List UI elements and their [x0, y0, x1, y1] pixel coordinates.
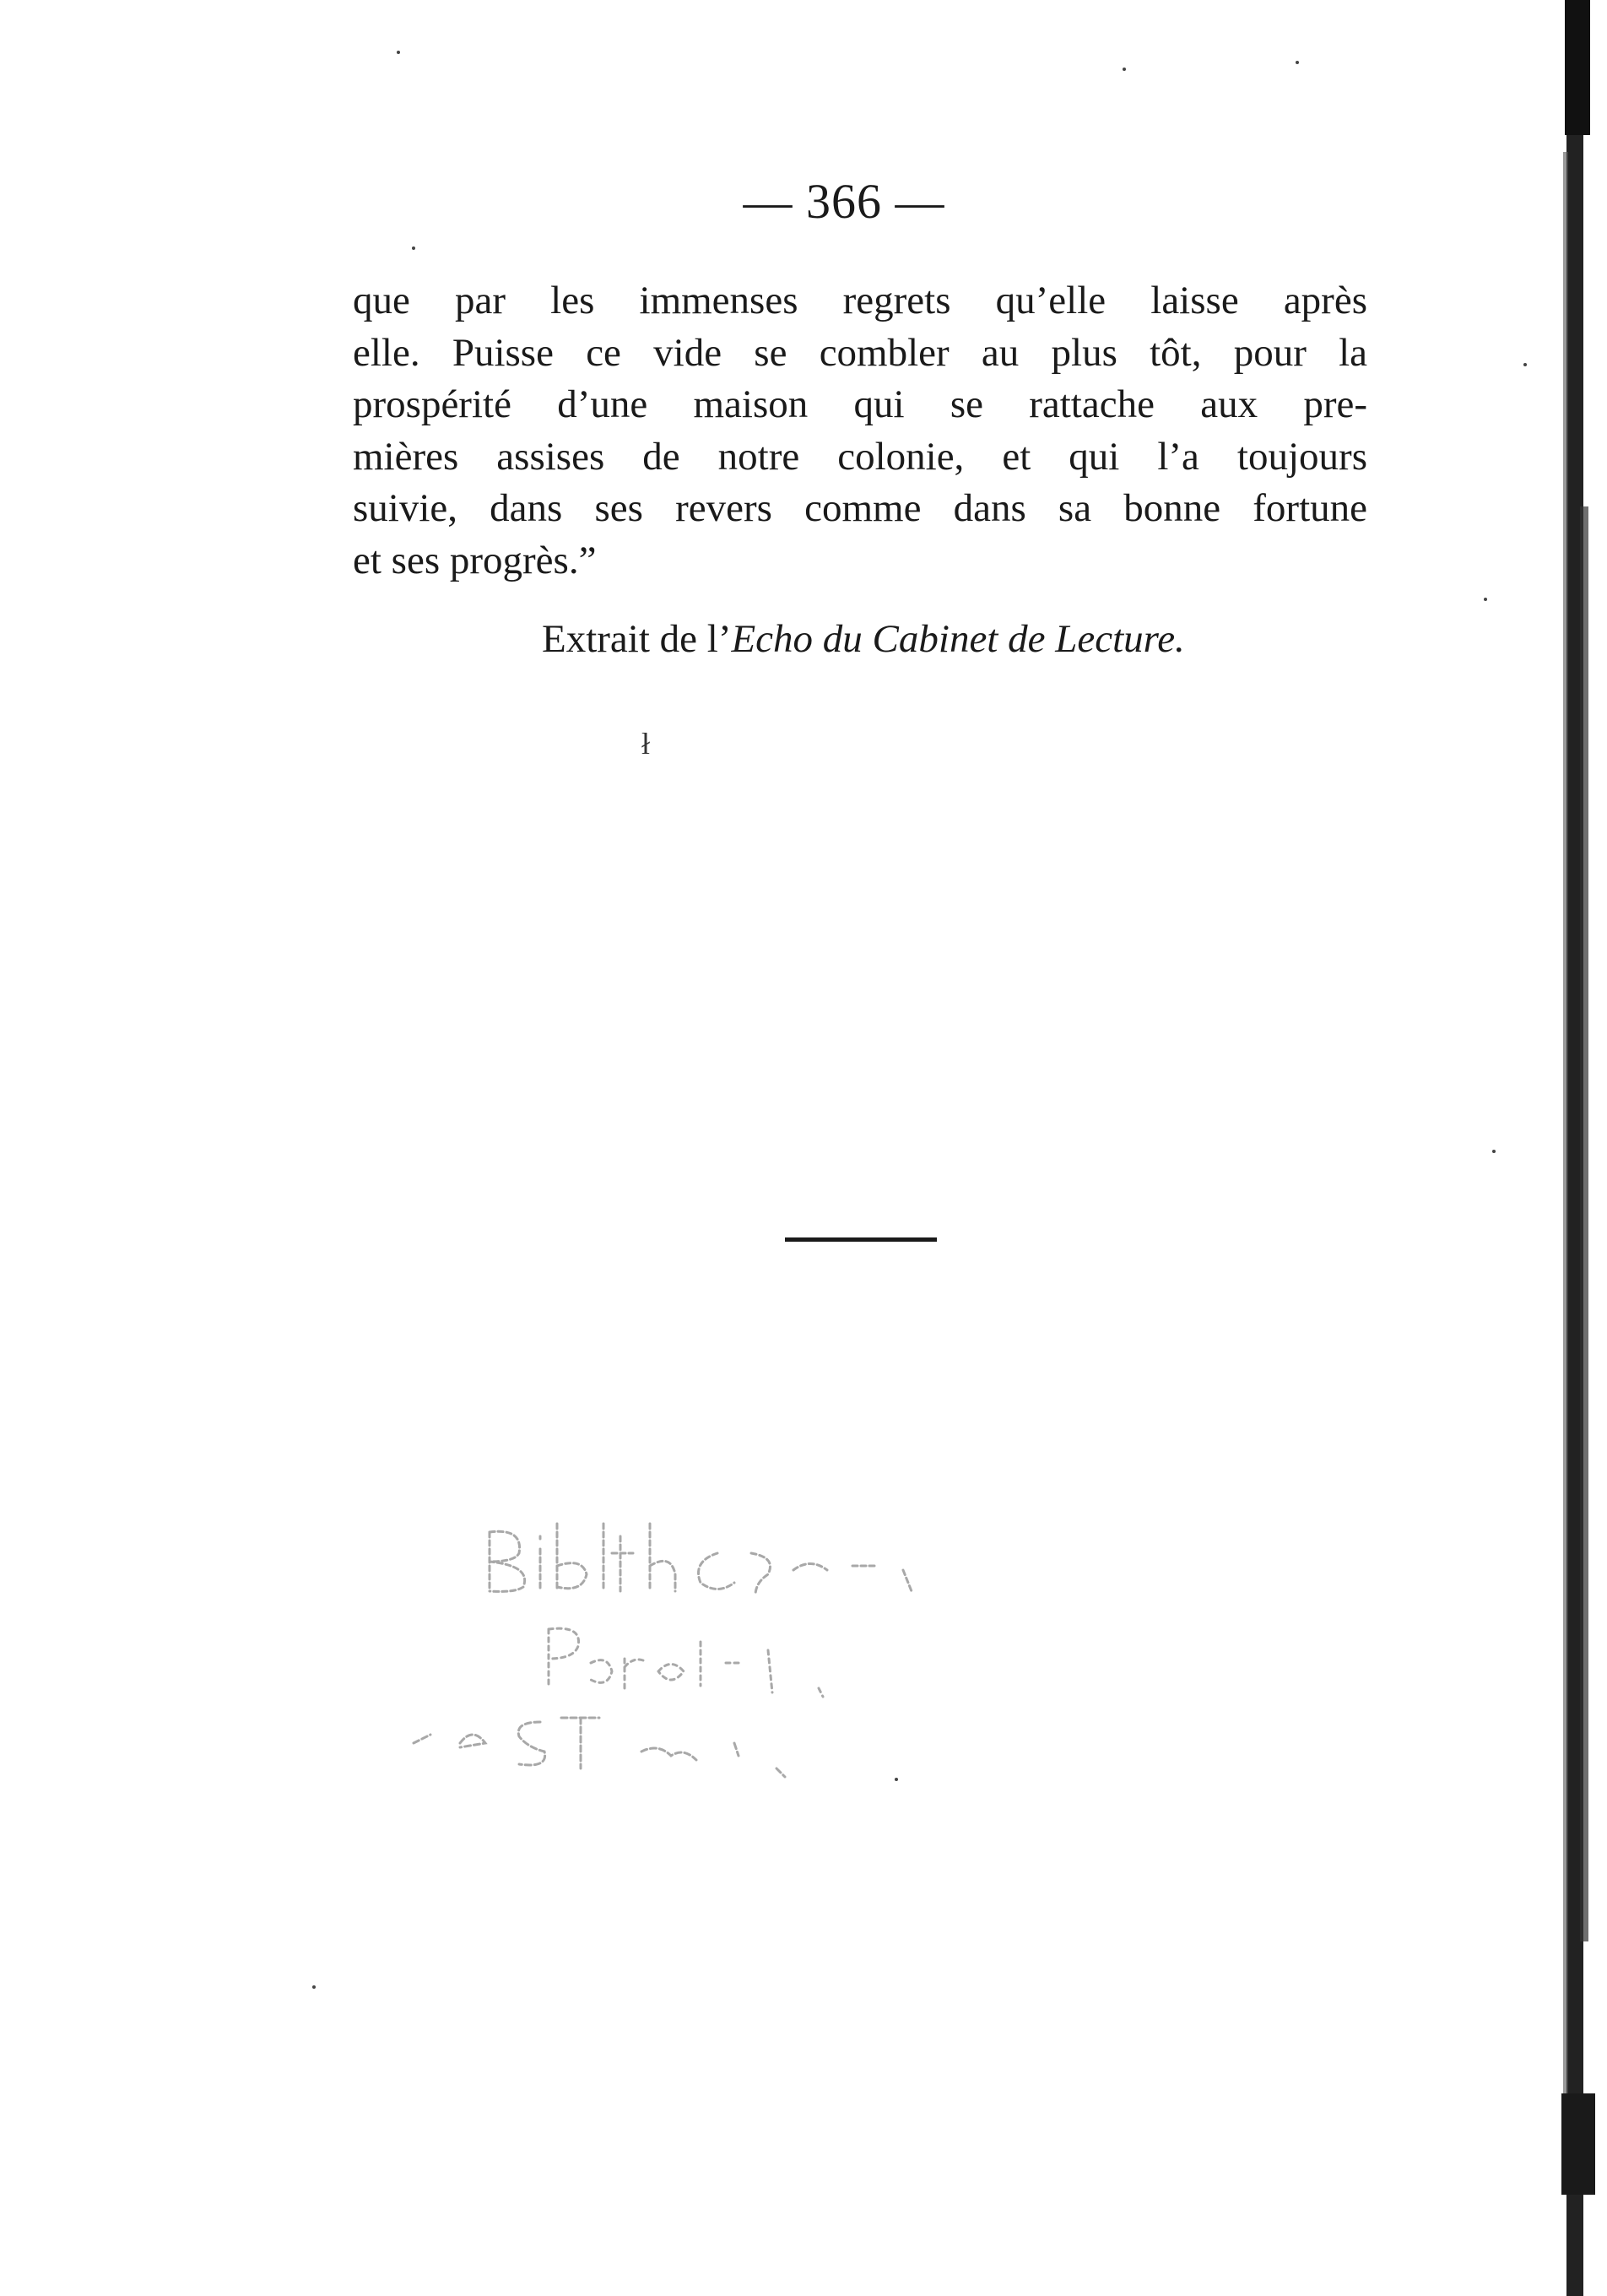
source-title: Echo du Cabinet de Lecture. — [731, 617, 1185, 661]
paragraph-line: prospérité d’une maison qui se rattache aux pre- — [353, 382, 1367, 426]
source-attribution — [542, 616, 1185, 662]
speck — [1492, 1150, 1496, 1153]
paragraph-line: suivie, dans ses revers comme dans sa bonne fortune — [353, 486, 1367, 530]
body-paragraph — [353, 275, 1367, 587]
paragraph-line: que par les immenses regrets qu’elle laisse après — [353, 279, 1367, 322]
section-divider — [785, 1237, 937, 1242]
paragraph-line: elle. Puisse ce vide se combler au plus tôt, pour la — [353, 330, 1367, 375]
speck — [412, 246, 415, 250]
speck — [1123, 68, 1126, 71]
binding-edge — [1560, 0, 1607, 2296]
speck — [1296, 61, 1299, 64]
speck — [312, 1985, 316, 1989]
page-number: — 366 — — [743, 174, 945, 229]
speck — [397, 51, 400, 54]
source-prefix: Extrait de l’ — [542, 617, 732, 661]
speck — [1484, 598, 1487, 601]
paragraph-line: mières assises de notre colonie, et qui l’a toujours — [353, 434, 1367, 479]
speck — [1523, 363, 1527, 366]
speck — [895, 1778, 898, 1781]
library-stamp — [380, 1490, 987, 1794]
stray-mark: ł — [641, 727, 651, 761]
paragraph-line: et ses progrès.” — [353, 538, 597, 582]
